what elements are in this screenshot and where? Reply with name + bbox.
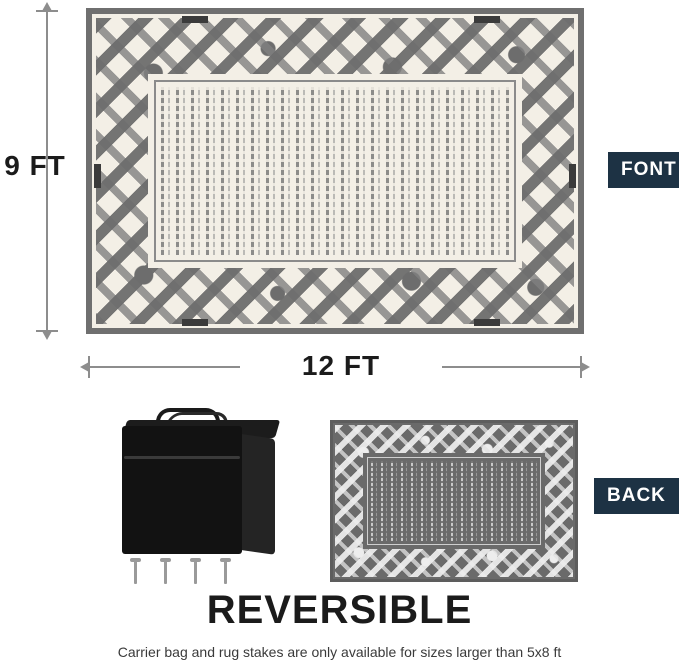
- binding-tab-top-right: [474, 16, 500, 23]
- height-dimension-cap-bottom: [36, 330, 58, 332]
- width-dimension-label: 12 FT: [240, 350, 442, 382]
- carrier-bag: [122, 410, 282, 570]
- back-rug-center-field: [367, 457, 541, 545]
- bag-side-panel: [241, 434, 275, 555]
- back-rug-surface: [333, 423, 575, 579]
- front-side-badge: FONT: [608, 152, 679, 188]
- back-side-badge: BACK: [594, 478, 679, 514]
- stake-3: [194, 558, 197, 584]
- bag-zipper: [124, 456, 240, 459]
- front-rug-center-stripe-texture: [161, 87, 509, 255]
- front-rug: [86, 8, 584, 334]
- width-dimension-cap-right: [580, 356, 582, 378]
- binding-tab-right: [569, 164, 576, 188]
- front-rug-surface: [92, 14, 578, 328]
- headline: REVERSIBLE: [206, 588, 473, 632]
- height-dimension-label: 9 FT: [4, 150, 66, 181]
- stake-1: [134, 558, 137, 584]
- binding-tab-bottom-right: [474, 319, 500, 326]
- back-rug-center-stripe-texture: [371, 461, 537, 541]
- binding-tab-bottom-left: [182, 319, 208, 326]
- rug-stakes: [130, 558, 240, 588]
- back-rug: [330, 420, 578, 582]
- front-rug-center-field: [154, 80, 516, 262]
- stake-2: [164, 558, 167, 584]
- bag-front-panel: [122, 426, 242, 554]
- binding-tab-left: [94, 164, 101, 188]
- binding-tab-top-left: [182, 16, 208, 23]
- stake-4: [224, 558, 227, 584]
- footnote: Carrier bag and rug stakes are only available for sizes larger than 5x8 ft: [117, 644, 562, 660]
